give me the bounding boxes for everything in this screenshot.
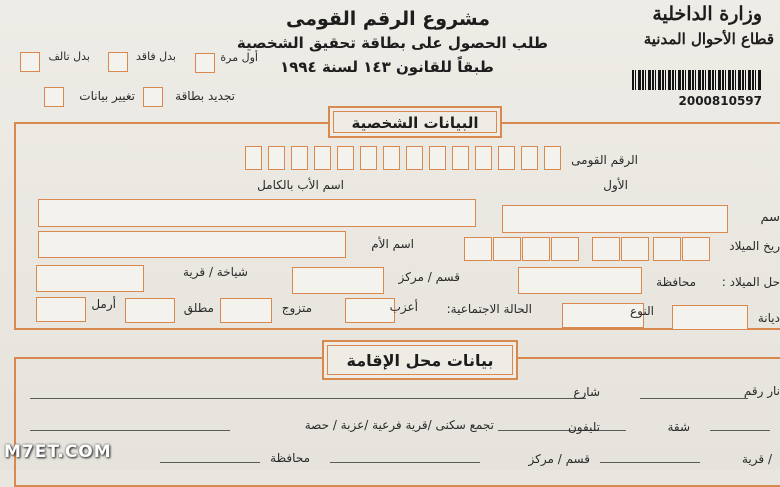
district-line	[330, 462, 480, 463]
national-id-digit-box[interactable]	[544, 146, 561, 170]
compound-label: تجمع سكنى /قرية فرعية /عزبة / حصة	[304, 418, 494, 432]
father-name-label: اسم الأب بالكامل	[257, 178, 344, 192]
national-id-digit-box[interactable]	[498, 146, 515, 170]
request-title: طلب الحصول على بطاقة تحقيق الشخصية	[236, 34, 548, 52]
personal-section-title	[328, 106, 502, 138]
religion-label: ديانة	[757, 311, 780, 325]
phone-label: تليفون	[567, 420, 600, 434]
father-name-input[interactable]	[38, 199, 476, 227]
serial-number: 2000810597	[678, 94, 762, 108]
lost-label: بدل فاقد	[136, 50, 176, 63]
national-id-digit-box[interactable]	[429, 146, 446, 170]
change-checkbox[interactable]	[44, 87, 64, 107]
change-label: تغيير بيانات	[79, 89, 135, 103]
renew-checkbox[interactable]	[143, 87, 163, 107]
first-name-input[interactable]	[502, 205, 728, 233]
residence-district-label: قسم / مركز	[528, 452, 590, 466]
first-name-label: الأول	[603, 178, 628, 192]
renew-label: تجديد بطاقة	[175, 89, 235, 103]
birth-date-digit-box[interactable]	[621, 237, 649, 261]
sector-name: قطاع الأحوال المدنية	[643, 30, 774, 48]
building-label: نار رقم	[743, 384, 780, 398]
divorced-label: مطلق	[183, 301, 214, 315]
village-input[interactable]	[36, 265, 144, 292]
religion-input[interactable]	[672, 305, 748, 330]
birth-date-digit-box[interactable]	[653, 237, 681, 261]
residence-governorate-label: محافظة	[270, 451, 310, 465]
national-id-digit-box[interactable]	[268, 146, 285, 170]
personal-section-title-text: البيانات الشخصية	[333, 111, 497, 133]
street-line	[30, 398, 586, 399]
ministry-name: وزارة الداخلية	[652, 3, 762, 25]
first-time-checkbox[interactable]	[195, 53, 215, 73]
district-input[interactable]	[292, 267, 384, 294]
widowed-checkbox[interactable]	[36, 297, 86, 322]
national-id-digit-box[interactable]	[475, 146, 492, 170]
widowed-label: أرمل	[91, 297, 116, 311]
district-label: قسم / مركز	[398, 270, 460, 284]
phone-line	[498, 430, 626, 431]
national-id-digit-box[interactable]	[383, 146, 400, 170]
lost-checkbox[interactable]	[108, 52, 128, 72]
national-id-digit-box[interactable]	[360, 146, 377, 170]
first-time-label: أول مرة	[220, 51, 258, 64]
national-id-label: الرقم القومى	[571, 153, 638, 167]
apartment-line	[710, 430, 770, 431]
single-label: أعزب	[389, 300, 418, 314]
street-label: شارع	[573, 385, 600, 399]
birth-date-digit-box[interactable]	[551, 237, 579, 261]
residence-section-title-text: بيانات محل الإقامة	[327, 345, 513, 375]
compound-line	[30, 430, 230, 431]
national-id-digit-box[interactable]	[406, 146, 423, 170]
village-line	[600, 462, 700, 463]
birth-date-digit-box[interactable]	[464, 237, 492, 261]
barcode	[632, 70, 762, 90]
marital-status-label: الحالة الاجتماعية:	[446, 302, 532, 316]
married-checkbox[interactable]	[220, 298, 272, 323]
birth-date-digit-box[interactable]	[493, 237, 521, 261]
national-id-digit-box[interactable]	[314, 146, 331, 170]
damaged-checkbox[interactable]	[20, 52, 40, 72]
watermark-text: M7ET.COM	[4, 442, 112, 462]
village-label: شياخة / قرية	[183, 265, 248, 279]
national-id-digit-box[interactable]	[337, 146, 354, 170]
residence-section-title	[322, 340, 518, 380]
governorate-label: محافظة	[656, 275, 696, 289]
married-label: متزوج	[281, 301, 312, 315]
gender-label: النوع	[630, 304, 654, 318]
name-label: سم	[760, 210, 780, 225]
divorced-checkbox[interactable]	[125, 298, 175, 323]
national-id-digit-box[interactable]	[245, 146, 262, 170]
building-line	[640, 398, 748, 399]
birth-date-label: ريخ الميلاد	[729, 239, 780, 253]
damaged-label: بدل تالف	[48, 50, 90, 63]
national-id-digit-box[interactable]	[452, 146, 469, 170]
birth-date-digit-box[interactable]	[682, 237, 710, 261]
national-id-digit-box[interactable]	[521, 146, 538, 170]
apartment-label: شقة	[667, 420, 690, 434]
law-reference: طبقاً للقانون ١٤٣ لسنة ١٩٩٤	[280, 58, 494, 76]
mother-name-label: اسم الأم	[371, 237, 414, 251]
governorate-input[interactable]	[518, 267, 642, 294]
residence-village-label: / قرية	[742, 452, 772, 466]
mother-name-input[interactable]	[38, 231, 346, 258]
governorate-line	[160, 462, 260, 463]
birth-date-digit-box[interactable]	[522, 237, 550, 261]
birth-date-digit-box[interactable]	[592, 237, 620, 261]
birth-place-label: حل الميلاد :	[721, 275, 780, 289]
project-title: مشروع الرقم القومى	[286, 8, 490, 30]
single-checkbox[interactable]	[345, 298, 395, 323]
national-id-digit-box[interactable]	[291, 146, 308, 170]
